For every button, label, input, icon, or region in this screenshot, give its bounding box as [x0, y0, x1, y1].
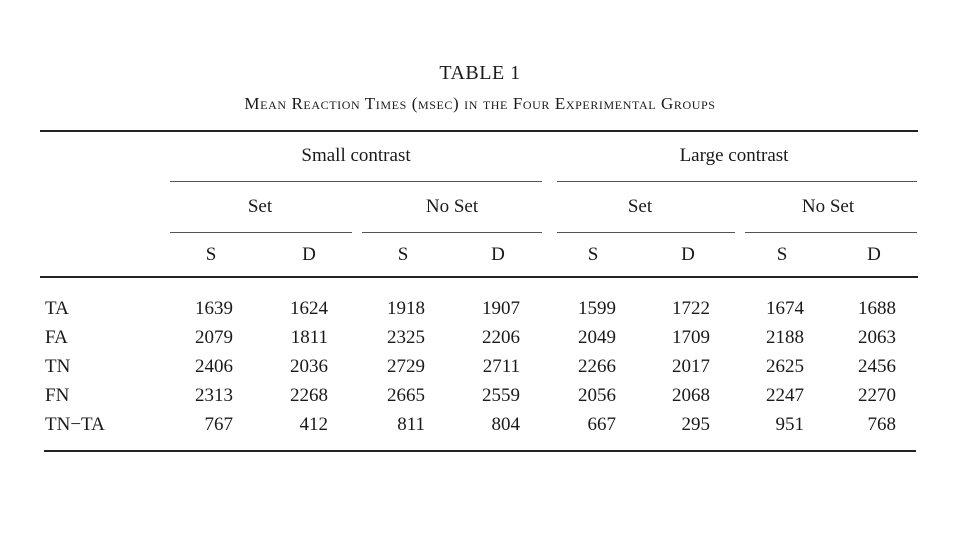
table-cell: 1624 [290, 298, 328, 319]
condition-header-large-noset: No Set [801, 196, 855, 217]
table-cell: 2406 [195, 356, 233, 377]
table-cell: 2063 [858, 327, 896, 348]
table-cell: 767 [204, 414, 233, 435]
row-label: TN−TA [45, 414, 105, 435]
table-cell: 1811 [290, 327, 328, 348]
row-label: TN [45, 356, 71, 377]
row-label: FA [45, 327, 68, 348]
column-header: D [867, 244, 881, 265]
table-cell: 2266 [578, 356, 616, 377]
table-cell: 2206 [482, 327, 520, 348]
table-cell: 2049 [578, 327, 616, 348]
table-cell: 2270 [858, 385, 896, 406]
bottom-rule [44, 450, 916, 452]
table-cell: 1709 [672, 327, 710, 348]
column-header: D [302, 244, 316, 265]
table-title: TABLE 1 [439, 62, 521, 84]
group-header-small-contrast: Small contrast [301, 145, 411, 166]
column-header: S [587, 244, 599, 265]
table-cell: 2559 [482, 385, 520, 406]
condition-header-small-set: Set [247, 196, 273, 217]
table-cell: 2456 [858, 356, 896, 377]
table-cell: 2017 [672, 356, 710, 377]
table-cell: 1688 [858, 298, 896, 319]
table-cell: 2247 [766, 385, 804, 406]
header-bottom-rule [40, 276, 918, 278]
table-cell: 2325 [387, 327, 425, 348]
table-cell: 2729 [387, 356, 425, 377]
row-label: FN [45, 385, 70, 406]
table-cell: 2079 [195, 327, 233, 348]
table-cell: 2711 [482, 356, 520, 377]
row-label: TA [45, 298, 69, 319]
table-cell: 2625 [766, 356, 804, 377]
table-cell: 412 [299, 414, 328, 435]
table-cell: 667 [587, 414, 616, 435]
column-header: S [776, 244, 788, 265]
table-cell: 2313 [195, 385, 233, 406]
table-cell: 1722 [672, 298, 710, 319]
table-cell: 951 [775, 414, 804, 435]
group-header-large-contrast: Large contrast [679, 145, 789, 166]
table-cell: 2268 [290, 385, 328, 406]
column-header: S [205, 244, 217, 265]
table-cell: 2056 [578, 385, 616, 406]
column-header: D [681, 244, 695, 265]
condition-header-large-set: Set [627, 196, 653, 217]
condition-rule-3 [557, 232, 735, 233]
condition-rule-2 [362, 232, 542, 233]
table-cell: 811 [397, 414, 425, 435]
table-caption: Mean Reaction Times (msec) in the Four Experimental Groups [244, 94, 716, 113]
condition-header-small-noset: No Set [425, 196, 479, 217]
table-cell: 768 [867, 414, 896, 435]
group-rule-large [557, 181, 917, 182]
table-cell: 2188 [766, 327, 804, 348]
table-cell: 2665 [387, 385, 425, 406]
table-cell: 804 [491, 414, 520, 435]
top-rule [40, 130, 918, 132]
table-cell: 1674 [766, 298, 804, 319]
table-cell: 1918 [387, 298, 425, 319]
condition-rule-4 [745, 232, 917, 233]
table-cell: 1599 [578, 298, 616, 319]
table-cell: 1907 [482, 298, 520, 319]
table-cell: 295 [681, 414, 710, 435]
table-cell: 1639 [195, 298, 233, 319]
column-header: D [491, 244, 505, 265]
column-header: S [397, 244, 409, 265]
table-cell: 2036 [290, 356, 328, 377]
table-cell: 2068 [672, 385, 710, 406]
group-rule-small [170, 181, 542, 182]
condition-rule-1 [170, 232, 352, 233]
